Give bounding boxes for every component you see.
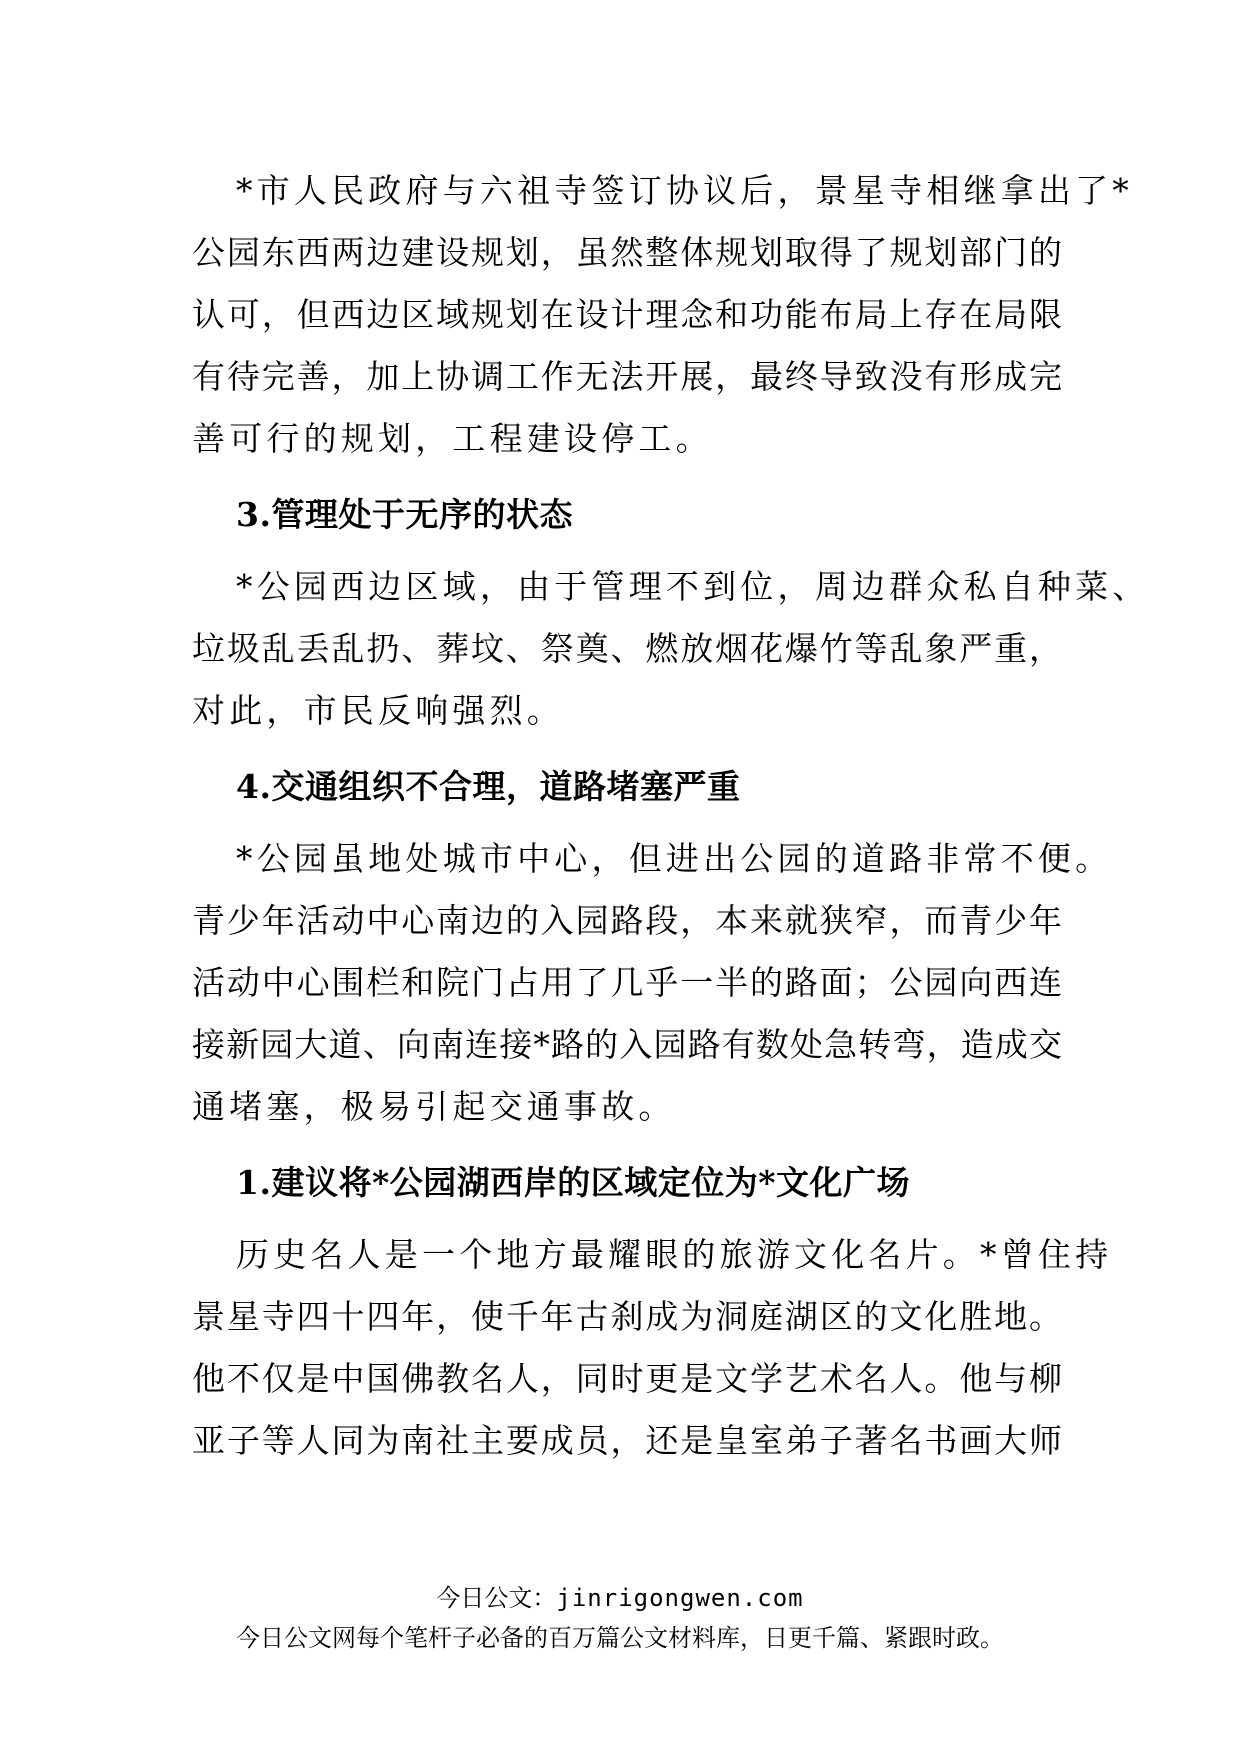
paragraph-line: 认可，但西边区域规划在设计理念和功能布局上存在局限 [192,295,1062,334]
paragraph-line: 公园东西两边建设规划，虽然整体规划取得了规划部门的 [192,233,1062,272]
paragraph-line: 垃圾乱丢乱扔、葬坟、祭奠、燃放烟花爆竹等乱象严重， [192,629,1062,668]
footer-site-label: 今日公文： [436,1584,557,1612]
paragraph-line: 有待完善，加上协调工作无法开展，最终导致没有形成完 [192,357,1062,396]
paragraph-line: 历史名人是一个地方最耀眼的旅游文化名片。*曾住持 [236,1235,1113,1274]
paragraph-line: 青少年活动中心南边的入园路段，本来就狭窄，而青少年 [192,901,1062,940]
section-heading: 4.交通组织不合理，道路堵塞严重 [236,767,741,806]
footer-site-url[interactable]: jinrigongwen.com [556,1584,804,1612]
paragraph-line: 景星寺四十四年，使千年古刹成为洞庭湖区的文化胜地。 [192,1297,1062,1336]
section-heading: 1.建议将*公园湖西岸的区域定位为*文化广场 [236,1163,910,1202]
paragraph-line: *公园西边区域，由于管理不到位，周边群众私自种菜、 [236,567,1150,606]
footer-slogan: 今日公文网每个笔杆子必备的百万篇公文材料库，日更千篇、紧跟时政。 [236,1624,1004,1652]
paragraph-line: 善可行的规划，工程建设停工。 [192,419,713,458]
paragraph-line: 对此，市民反响强烈。 [192,691,564,730]
paragraph-line: 通堵塞，极易引起交通事故。 [192,1087,676,1126]
footer-site [0,1582,1240,1614]
document-body [192,160,1150,1472]
paragraph-line: 接新园大道、向南连接*路的入园路有数处急转弯，造成交 [192,1025,1062,1064]
paragraph-line: 他不仅是中国佛教名人，同时更是文学艺术名人。他与柳 [192,1359,1062,1398]
paragraph-line: *市人民政府与六祖寺签订协议后，景星寺相继拿出了* [236,171,1133,210]
paragraph-line: 活动中心围栏和院门占用了几乎一半的路面；公园向西连 [192,963,1062,1002]
section-heading: 3.管理处于无序的状态 [236,495,573,534]
paragraph-line: 亚子等人同为南社主要成员，还是皇室弟子著名书画大师 [192,1421,1062,1460]
paragraph-line: *公园虽地处城市中心，但进出公园的道路非常不便。 [236,839,1113,878]
